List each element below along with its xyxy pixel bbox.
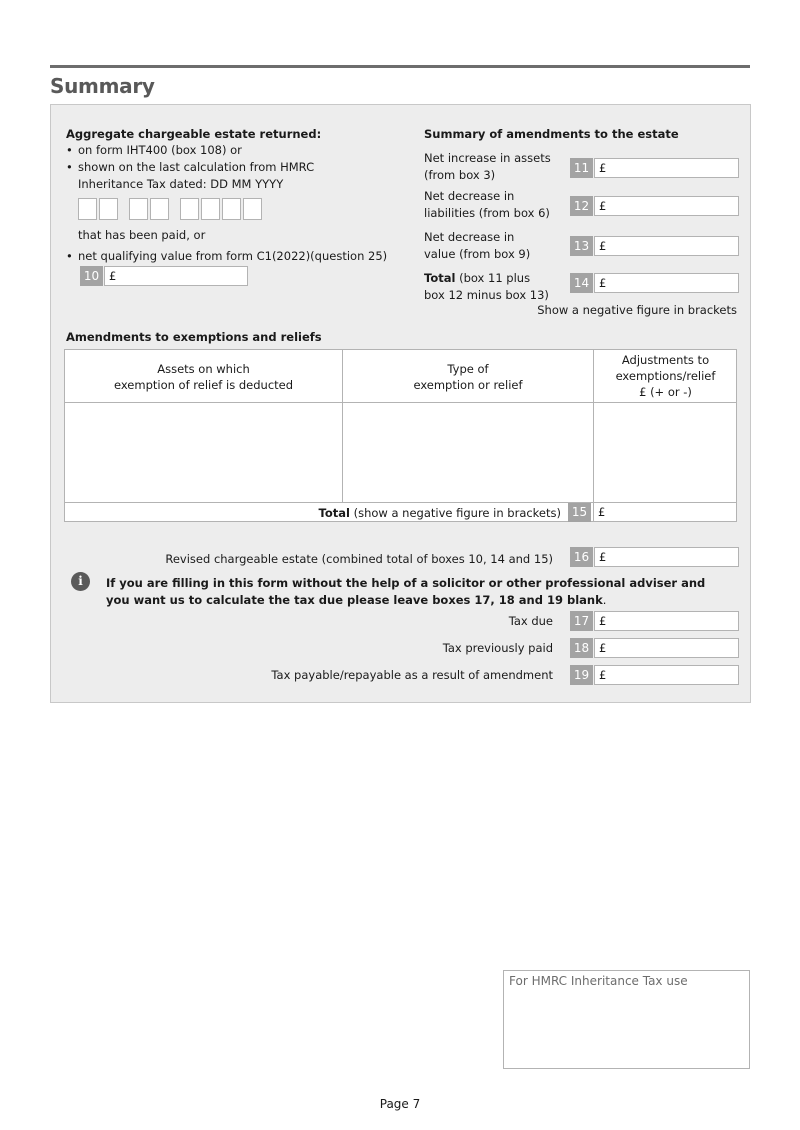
box-11-input[interactable]: [594, 158, 739, 178]
column-header-adjustments: [594, 352, 737, 400]
box-number-14: 14: [570, 273, 593, 293]
paid-text: that has been paid, or: [78, 228, 206, 242]
currency-symbol: £: [599, 276, 607, 290]
info-icon: i: [71, 572, 90, 591]
box-number-17: 17: [570, 611, 593, 631]
box-number-10: 10: [80, 266, 103, 286]
amendment-label-13-line1: Net decrease in: [424, 230, 515, 244]
amendment-label-12-line2: liabilities (from box 6): [424, 206, 550, 220]
box-number-11: 11: [570, 158, 593, 178]
info-text: [106, 575, 721, 609]
amendment-label-11-line1: Net increase in assets: [424, 151, 551, 165]
aggregate-heading: Aggregate chargeable estate returned:: [66, 127, 322, 141]
col1-line2: exemption of relief is deducted: [113, 378, 294, 392]
aggregate-date-label: Inheritance Tax dated: DD MM YYYY: [78, 177, 284, 191]
box-number-16: 16: [570, 547, 593, 567]
aggregate-bullet-2: • shown on the last calculation from HMRC: [78, 159, 314, 176]
date-year-1[interactable]: [180, 198, 199, 220]
exemptions-table: [64, 349, 737, 522]
box-13-input[interactable]: [594, 236, 739, 256]
page-number: Page 7: [379, 1097, 421, 1111]
type-cell[interactable]: [343, 403, 593, 502]
date-month-1[interactable]: [129, 198, 148, 220]
hmrc-use-box: [503, 970, 750, 1069]
amendment-label-11-line2: (from box 3): [424, 168, 496, 182]
tax-due-label: Tax due: [508, 614, 553, 628]
box-14-input[interactable]: [594, 273, 739, 293]
total-rest: (box 11 plus: [455, 271, 531, 285]
total-line2: box 12 minus box 13): [424, 288, 549, 302]
currency-symbol: £: [599, 199, 607, 213]
currency-symbol: £: [109, 269, 117, 283]
amendment-label-12-line1: Net decrease in: [424, 189, 515, 203]
date-year-4[interactable]: [243, 198, 262, 220]
currency-symbol: £: [599, 161, 607, 175]
box-12-input[interactable]: [594, 196, 739, 216]
col2-line1: Type of: [447, 362, 489, 376]
total-bold: Total: [424, 271, 456, 285]
currency-symbol: £: [599, 668, 607, 682]
table-total-rest: (show a negative figure in brackets): [349, 506, 561, 520]
info-bold-text: If you are filling in this form without the help of a solicitor or other professional adviser and you want us to calculate the tax due please leave boxes 17, 18 and 19 blank: [106, 576, 706, 607]
currency-symbol: £: [599, 641, 607, 655]
box-19-input[interactable]: [594, 665, 739, 685]
aggregate-bullet-3: • net qualifying value from form C1(2022)(question 25): [78, 248, 387, 265]
currency-symbol: £: [599, 614, 607, 628]
col1-line1: Assets on which: [157, 362, 250, 376]
amendment-label-13: [424, 229, 530, 263]
assets-cell[interactable]: [66, 403, 342, 502]
date-year-3[interactable]: [222, 198, 241, 220]
currency-symbol: £: [598, 505, 606, 519]
box-number-12: 12: [570, 196, 593, 216]
page-title: Summary: [50, 74, 155, 98]
tax-payable-label: Tax payable/repayable as a result of amendment: [271, 668, 553, 682]
date-year-2[interactable]: [201, 198, 220, 220]
box-number-15: 15: [568, 503, 591, 522]
box-number-19: 19: [570, 665, 593, 685]
column-header-type: [343, 361, 593, 393]
amendments-heading: Summary of amendments to the estate: [424, 127, 679, 141]
box-17-input[interactable]: [594, 611, 739, 631]
table-total-bold: Total: [318, 506, 350, 520]
date-day-2[interactable]: [99, 198, 118, 220]
amendment-total-label: [424, 270, 549, 304]
adjustments-cell[interactable]: [594, 403, 736, 502]
top-rule: [50, 65, 750, 68]
col3-line2: exemptions/relief: [615, 369, 716, 383]
box-number-13: 13: [570, 236, 593, 256]
negative-figure-note: Show a negative figure in brackets: [537, 303, 737, 317]
box-number-18: 18: [570, 638, 593, 658]
date-day-1[interactable]: [78, 198, 97, 220]
tax-previously-paid-label: Tax previously paid: [442, 641, 553, 655]
col3-line3: £ (+ or -): [639, 385, 692, 399]
currency-symbol: £: [599, 550, 607, 564]
col3-line1: Adjustments to: [621, 353, 710, 367]
box-10-input[interactable]: [104, 266, 248, 286]
aggregate-bullet-1: • on form IHT400 (box 108) or: [78, 142, 242, 159]
date-month-2[interactable]: [150, 198, 169, 220]
col2-line2: exemption or relief: [413, 378, 523, 392]
hmrc-use-label: For HMRC Inheritance Tax use: [509, 974, 688, 988]
amendment-label-12: [424, 188, 550, 222]
amendment-label-13-line2: value (from box 9): [424, 247, 531, 261]
box-15-input[interactable]: [594, 503, 736, 522]
revised-estate-label: Revised chargeable estate (combined total of boxes 10, 14 and 15): [165, 552, 553, 566]
column-header-assets: [65, 361, 342, 393]
box-18-input[interactable]: [594, 638, 739, 658]
currency-symbol: £: [599, 239, 607, 253]
box-16-input[interactable]: [594, 547, 739, 567]
exemptions-heading: Amendments to exemptions and reliefs: [66, 330, 322, 344]
table-total-label: [65, 506, 561, 520]
amendment-label-11: [424, 150, 551, 184]
info-text-end: .: [602, 593, 607, 607]
